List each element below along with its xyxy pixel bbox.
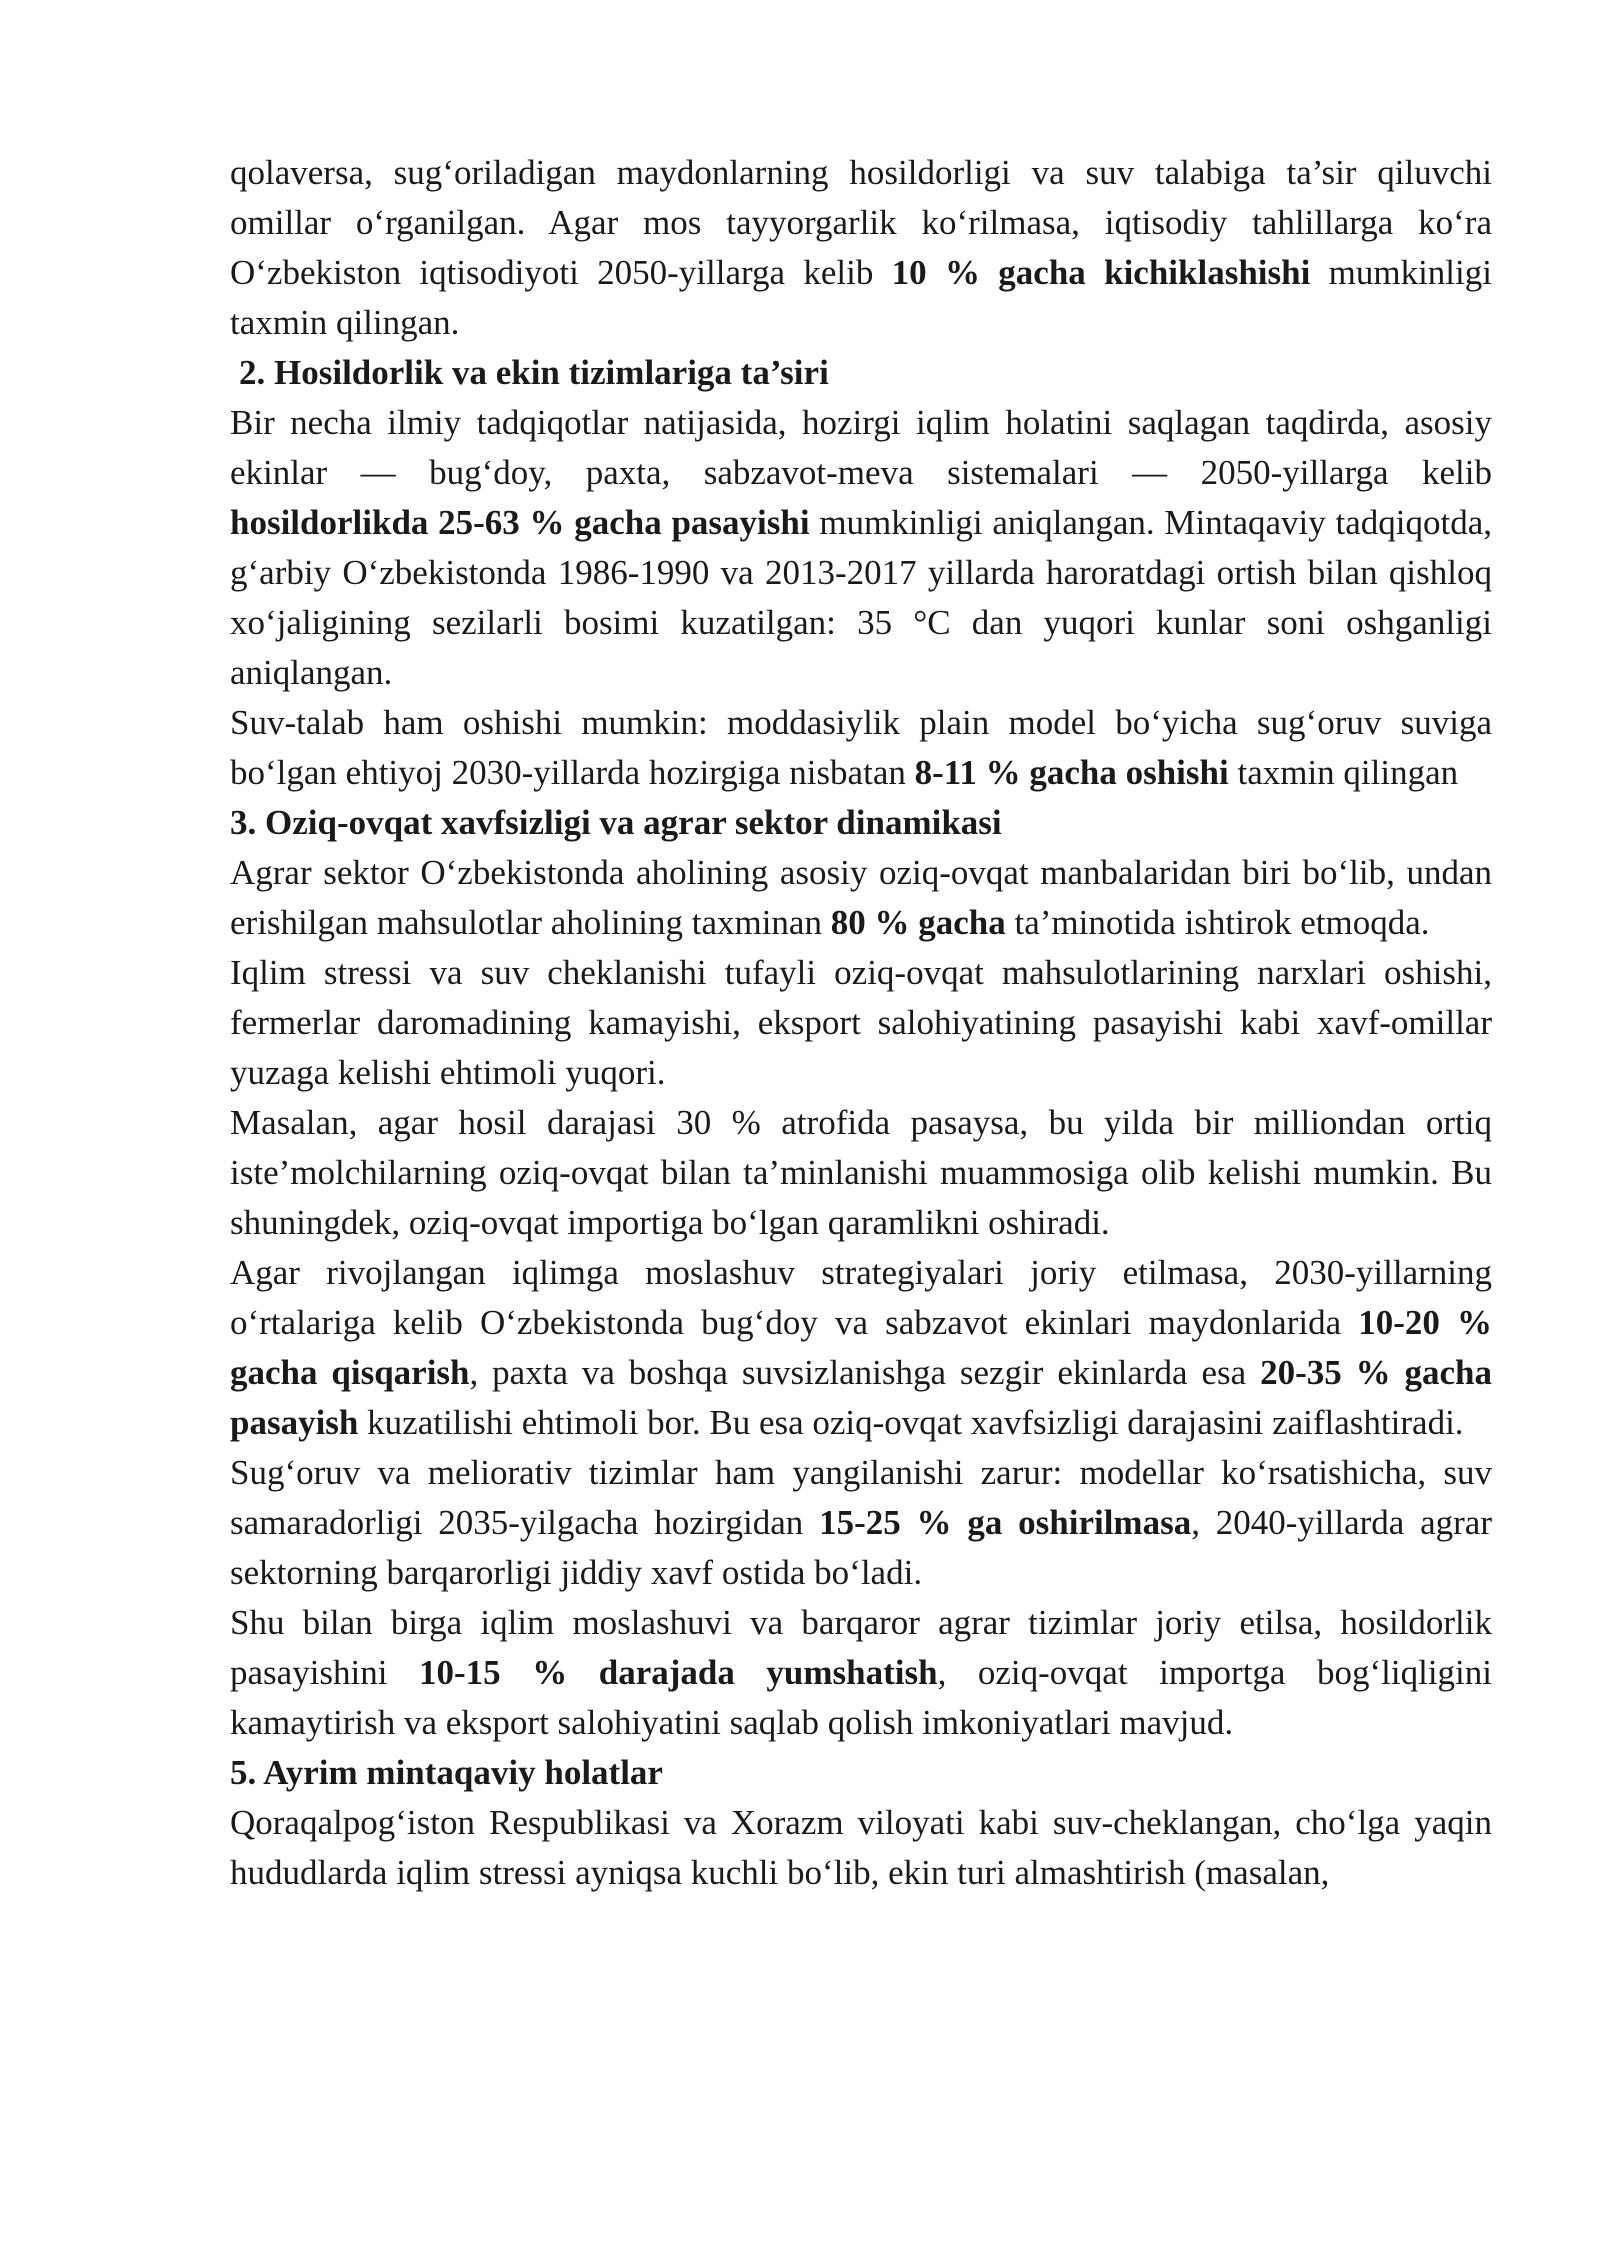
section-heading-5: 5. Ayrim mintaqaviy holatlar <box>230 1753 663 1792</box>
paragraph-adaptation-strategy <box>230 1248 1492 1448</box>
paragraph-mitigation <box>230 1598 1492 1748</box>
text-run: Sug‘oruv va meliorativ tizimlar ham yangilanishi zarur: modellar ko‘rsatishicha, suv samaradorligi 2035-yilgacha hozirgidan <box>230 1453 1492 1542</box>
emphasis-food-supply: 80 % gacha <box>830 903 1006 942</box>
text-run: , oziq-ovqat importga bog‘liqligini kamaytirish va eksport salohiyatini saqlab qolish imkoniyatlari mavjud. <box>230 1653 1492 1742</box>
text-run: qolaversa, sug‘oriladigan maydonlarning hosildorligi va suv talabiga ta’sir qiluvchi omillar o‘rganilgan. Agar mos tayyorgarlik ko‘rilmasa, iqtisodiy tahlillarga ko‘ra O‘zbekiston iqtisodiyoti 2050-yillarga kelib <box>230 153 1492 292</box>
document-page <box>230 148 1492 1898</box>
text-run: Agar rivojlangan iqlimga moslashuv strategiyalari joriy etilmasa, 2030-yillarning o‘rtalariga kelib O‘zbekistonda bug‘doy va sabzavot ekinlari maydonlarida <box>230 1253 1492 1342</box>
emphasis-cotton-decline: 20-35 % gacha pasayish <box>230 1353 1493 1442</box>
text-run: mumkinligi aniqlangan. Mintaqaviy tadqiqotda, g‘arbiy O‘zbekistonda 1986-1990 va 2013-2017 yillarda haroratdagi ortish bilan qishloq xo‘jaligining sezilarli bosimi kuzatilgan: 35 °C dan yuqori kunlar soni oshganligi aniqlangan. <box>230 503 1492 692</box>
emphasis-water-demand: 8-11 % gacha oshishi <box>914 753 1229 792</box>
text-run: ta’minotida ishtirok etmoqda. <box>1005 903 1430 942</box>
text-run: taxmin qilingan <box>1228 753 1459 792</box>
section-heading-2: 2. Hosildorlik va ekin tizimlariga ta’siri <box>239 353 829 392</box>
paragraph-yield-decline <box>230 398 1492 698</box>
text-run: kuzatilishi ehtimoli bor. Bu esa oziq-ovqat xavfsizligi darajasini zaiflashtiradi. <box>358 1403 1464 1442</box>
text-run: Shu bilan birga iqlim moslashuvi va barqaror agrar tizimlar joriy etilsa, hosildorlik pasayishini <box>230 1603 1492 1692</box>
text-run: Suv-talab ham oshishi mumkin: moddasiylik plain model bo‘yicha sug‘oruv suviga bo‘lgan ehtiyoj 2030-yillarda hozirgiga nisbatan <box>230 703 1492 792</box>
paragraph-regional-cases: Qoraqalpog‘iston Respublikasi va Xorazm viloyati kabi suv-cheklangan, cho‘lga yaqin hududlarda iqlim stressi ayniqsa kuchli bo‘lib, ekin turi almashtirish (masalan, <box>230 1803 1492 1892</box>
paragraph-irrigation <box>230 1448 1492 1598</box>
text-run: Agrar sektor O‘zbekistonda aholining asosiy oziq-ovqat manbalaridan biri bo‘lib, undan erishilgan mahsulotlar aholining taxminan <box>230 853 1492 942</box>
emphasis-water-efficiency: 15-25 % ga oshirilmasa <box>819 1503 1192 1542</box>
emphasis-area-reduction: 10-20 % gacha qisqarish <box>230 1303 1493 1392</box>
text-run: Bir necha ilmiy tadqiqotlar natijasida, hozirgi iqlim holatini saqlagan taqdirda, asosiy ekinlar — bug‘doy, paxta, sabzavot-meva sistemalari — 2050-yillarga kelib <box>230 403 1492 492</box>
text-run: , 2040-yillarda agrar sektorning barqarorligi jiddiy xavf ostida bo‘ladi. <box>230 1503 1492 1592</box>
emphasis-mitigation: 10-15 % darajada yumshatish <box>419 1653 938 1692</box>
paragraph-water-demand <box>230 698 1492 798</box>
paragraph-agrar-sector <box>230 848 1492 948</box>
paragraph-climate-stress: Iqlim stressi va suv cheklanishi tufayli oziq-ovqat mahsulotlarining narxlari oshishi, fermerlar daromadining kamayishi, eksport salohiyatining pasayishi kabi xavf-omillar yuzaga kelishi ehtimoli yuqori. <box>230 953 1492 1092</box>
section-heading-3: 3. Oziq-ovqat xavfsizligi va agrar sektor dinamikasi <box>230 803 1002 842</box>
emphasis-gdp-decline: 10 % gacha kichiklashishi <box>891 253 1311 292</box>
paragraph-harvest-example: Masalan, agar hosil darajasi 30 % atrofida pasaysa, bu yilda bir milliondan ortiq iste’molchilarning oziq-ovqat bilan ta’minlanishi muammosiga olib kelishi mumkin. Bu shuningdek, oziq-ovqat importiga bo‘lgan qaramlikni oshiradi. <box>230 1103 1492 1242</box>
emphasis-yield-decline: hosildorlikda 25-63 % gacha pasayishi <box>230 503 810 542</box>
text-run: mumkinligi taxmin qilingan. <box>230 253 1492 342</box>
text-run: , paxta va boshqa suvsizlanishga sezgir ekinlarda esa <box>469 1353 1261 1392</box>
paragraph-economy-impact <box>230 148 1492 348</box>
